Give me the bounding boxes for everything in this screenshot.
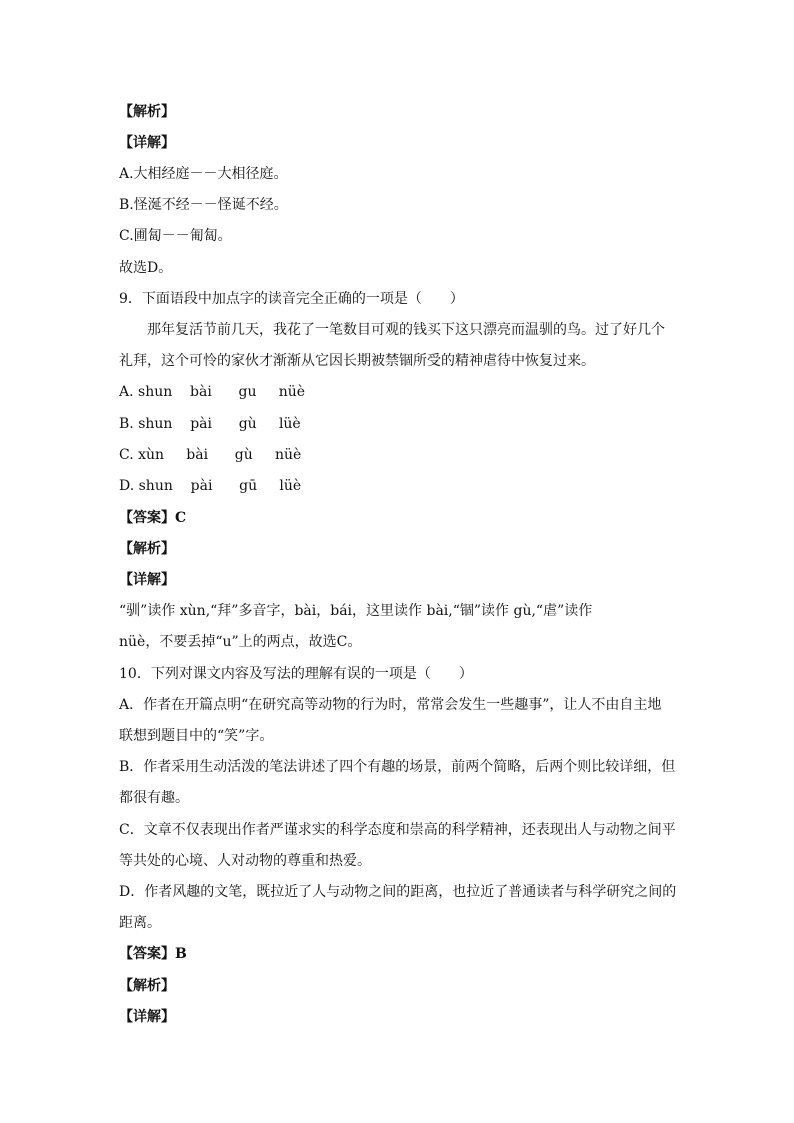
- option-b-line-2: 都很有趣。: [119, 790, 189, 806]
- analysis-heading: 【解析】: [119, 978, 175, 994]
- question-9: 9．下面语段中加点字的读音完全正确的一项是（ ）: [119, 291, 464, 307]
- detail-heading: 【详解】: [119, 1009, 175, 1025]
- correction-c: C.圃匐－－匍匐。: [119, 228, 232, 244]
- explanation-line-1: “驯”读作 xùn,“拜”多音字，bài，bái，这里读作 bài,“锢”读作 gù,“虐”读作: [119, 603, 593, 619]
- detail-heading: 【详解】: [119, 135, 175, 151]
- option-a: A. shun bài gu nüè: [119, 384, 306, 400]
- analysis-heading: 【解析】: [119, 104, 175, 120]
- detail-heading: 【详解】: [119, 572, 175, 588]
- option-d-line-1: D．作者风趣的文笔，既拉近了人与动物之间的距离，也拉近了普通读者与科学研究之间的: [119, 884, 677, 900]
- option-b: B. shun pài gù lüè: [119, 416, 301, 432]
- question-10: 10．下列对课文内容及写法的理解有误的一项是（ ）: [119, 666, 473, 682]
- option-c: C. xùn bài gù nüè: [119, 447, 302, 463]
- option-c-line-2: 等共处的心境、人对动物的尊重和热爱。: [119, 853, 371, 869]
- option-a-line-1: A．作者在开篇点明“在研究高等动物的行为时，常常会发生一些趣事”，让人不由自主地: [119, 697, 662, 713]
- explanation-line-2: nüè，不要丢掉“u”上的两点，故选C。: [119, 634, 362, 650]
- option-a-line-2: 联想到题目中的“笑”字。: [119, 728, 274, 744]
- answer-choice: 故选D。: [119, 260, 173, 276]
- option-d: D. shun pài gū lüè: [119, 478, 302, 494]
- correction-b: B.怪涎不经－－怪诞不经。: [119, 197, 288, 213]
- option-b-line-1: B．作者采用生动活泼的笔法讲述了四个有趣的场景，前两个简略，后两个则比较详细，但: [119, 759, 676, 775]
- passage-line-1: 那年复活节前几天，我花了一笔数目可观的钱买下这只漂亮而温驯的鸟。过了好几个: [147, 322, 665, 338]
- analysis-heading: 【解析】: [119, 541, 175, 557]
- option-c-line-1: C．文章不仅表现出作者严谨求实的科学态度和崇高的科学精神，还表现出人与动物之间平: [119, 822, 676, 838]
- passage-line-2: 礼拜，这个可怜的家伙才渐渐从它因长期被禁锢所受的精神虐待中恢复过来。: [119, 353, 595, 369]
- answer-heading: 【答案】C: [119, 510, 187, 526]
- answer-heading: 【答案】B: [119, 946, 187, 962]
- correction-a: A.大相经庭－－大相径庭。: [119, 166, 288, 182]
- option-d-line-2: 距离。: [119, 915, 161, 931]
